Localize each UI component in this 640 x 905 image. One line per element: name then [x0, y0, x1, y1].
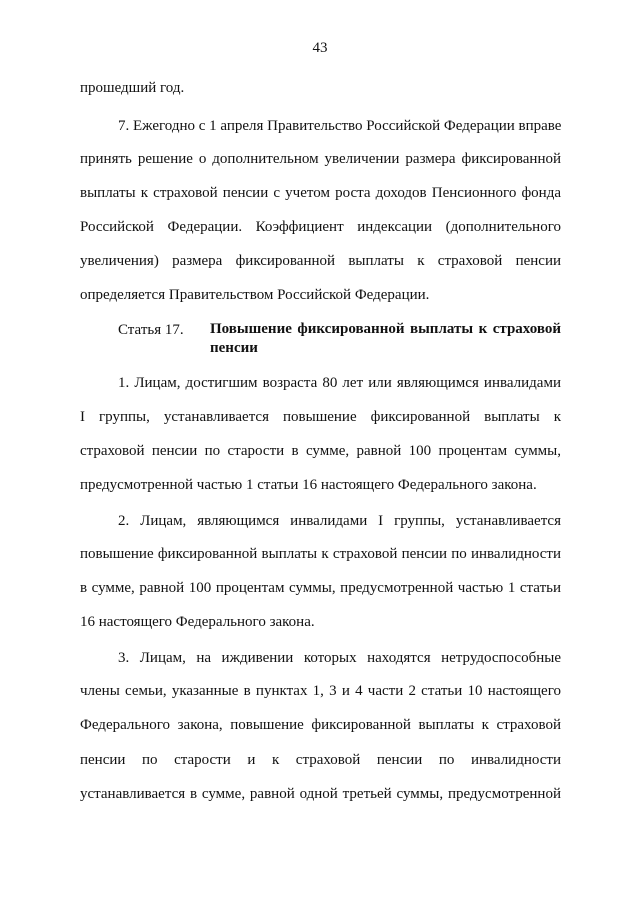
text-line: 3. Лицам, на иждивении которых находятся нетрудоспособные	[118, 650, 561, 666]
text-line: 7. Ежегодно с 1 апреля Правительство Российской Федерации вправе	[118, 118, 562, 134]
article-title: пенсии	[210, 340, 258, 356]
text-line: принять решение о дополнительном увеличении размера фиксированной	[80, 151, 561, 167]
text-line: 2. Лицам, являющимся инвалидами I группы, устанавливается	[118, 513, 561, 529]
text-line: выплаты к страховой пенсии с учетом роста доходов Пенсионного фонда	[80, 185, 561, 201]
text-line: повышение фиксированной выплаты к страховой пенсии по инвалидности	[80, 546, 561, 562]
text-line: предусмотренной частью 1 статьи 16 настоящего Федерального закона.	[80, 477, 537, 493]
text-line: члены семьи, указанные в пунктах 1, 3 и 4 части 2 статьи 10 настоящего	[80, 683, 561, 699]
text-line: увеличения) размера фиксированной выплаты к страховой пенсии	[80, 253, 561, 269]
text-line: прошедший год.	[80, 80, 185, 96]
text-line: I группы, устанавливается повышение фиксированной выплаты к	[80, 409, 561, 425]
page-number: 43	[312, 40, 328, 56]
article-label: Статья 17.	[118, 322, 184, 338]
text-line: в сумме, равной 100 процентам суммы, предусмотренной частью 1 статьи	[80, 580, 561, 596]
text-line: устанавливается в сумме, равной одной третьей суммы, предусмотренной	[80, 786, 561, 802]
text-line: страховой пенсии по старости в сумме, равной 100 процентам суммы,	[80, 443, 561, 459]
text-line: 16 настоящего Федерального закона.	[80, 614, 315, 630]
text-line: определяется Правительством Российской Федерации.	[80, 287, 430, 303]
text-line: Российской Федерации. Коэффициент индексации (дополнительного	[80, 219, 561, 235]
text-line: Федерального закона, повышение фиксированной выплаты к страховой	[80, 717, 561, 733]
text-line: пенсии по старости и к страховой пенсии по инвалидности	[80, 752, 561, 768]
article-title: Повышение фиксированной выплаты к страховой	[210, 321, 561, 337]
text-line: 1. Лицам, достигшим возраста 80 лет или являющимся инвалидами	[118, 375, 561, 391]
